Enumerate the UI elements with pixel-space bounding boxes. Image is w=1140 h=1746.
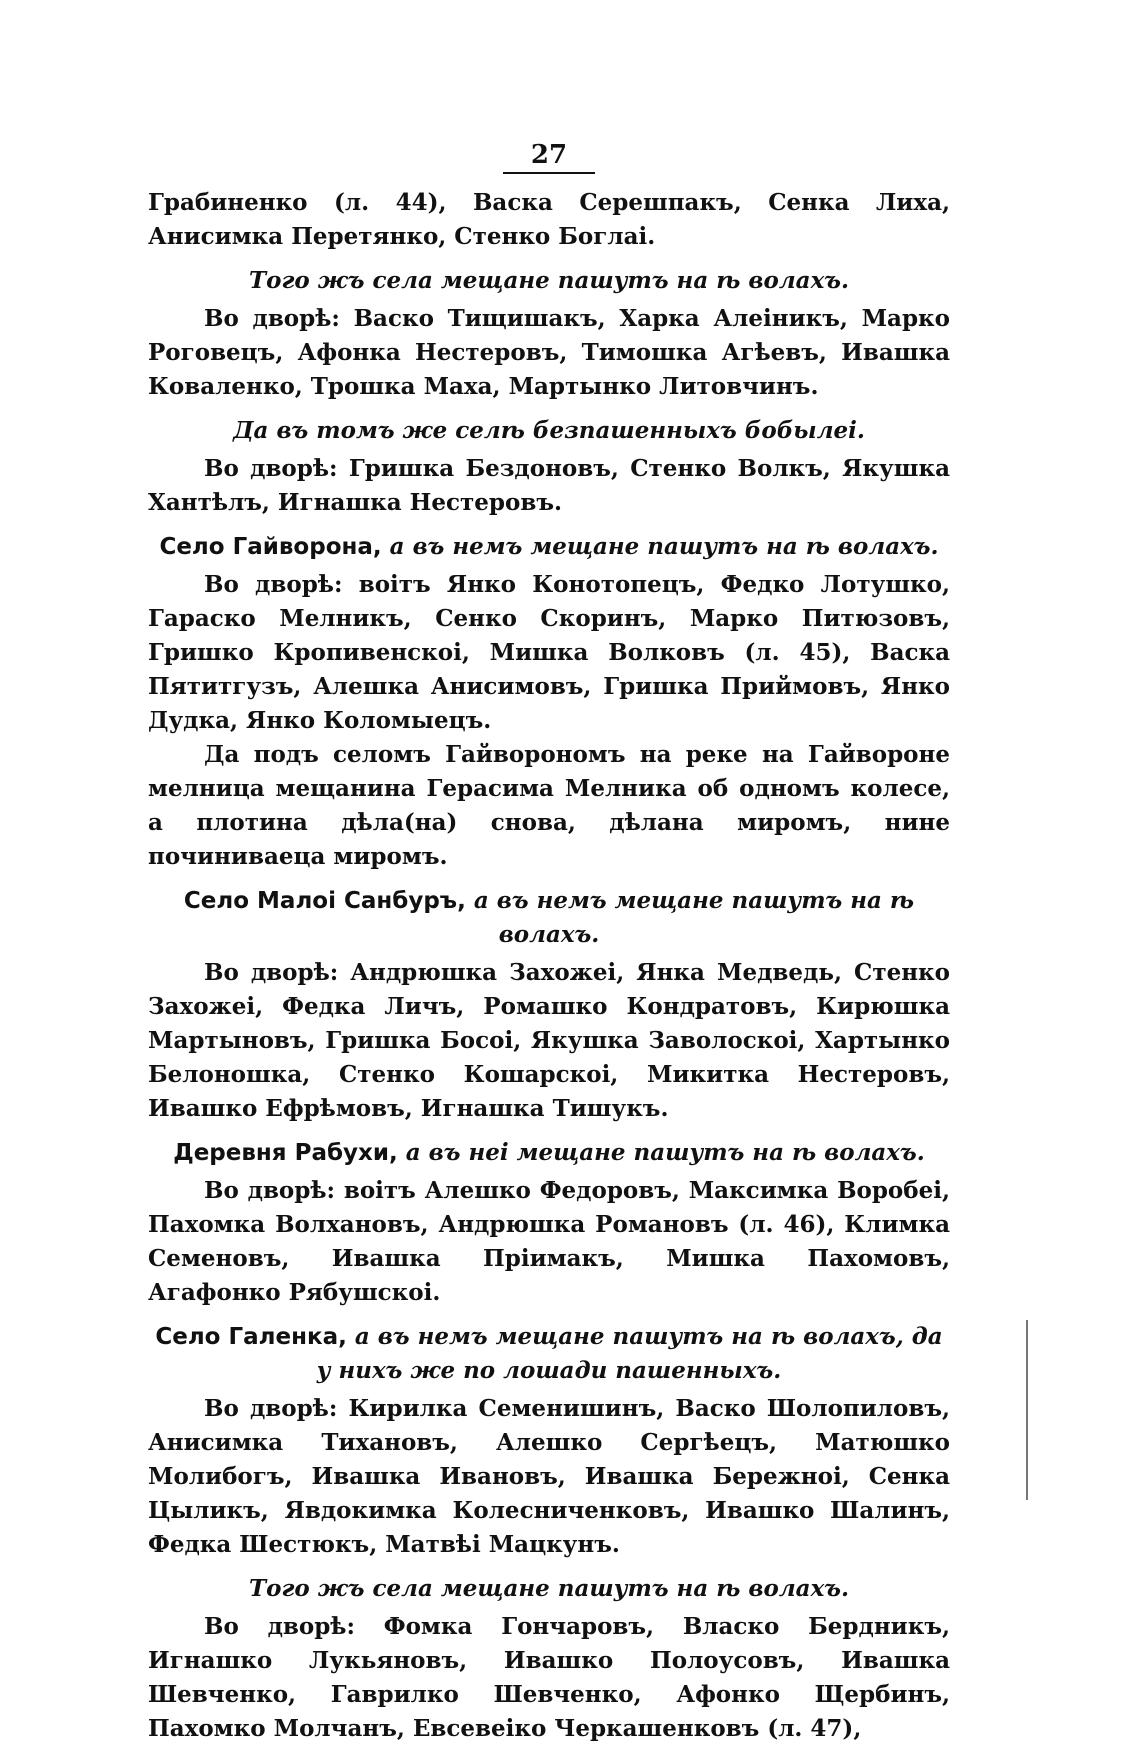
heading-place: Село Гайворона, [159,533,382,560]
heading-place: Село Малоi Санбуръ, [183,887,466,914]
paragraph: Во дворѣ: воiтъ Янко Конотопецъ, Федко Лотушко, Гараско Мелникъ, Сенко Скоринъ, Марко Питюзовъ, Гришко Кропивенскоi, Мишка Волковъ (л. 45), Васка Пятитгузъ, Алешка Анисимовъ, Гришка Приймовъ, Янко Дудка, Янко Коломыецъ. [148,570,950,734]
heading-note: а въ немъ мещане пашутъ на ѣ волахъ. [465,886,915,948]
paragraph: Во дворѣ: Васко Тищишакъ, Харка Алеiникъ, Марко Роговецъ, Афонка Нестеровъ, Тимошка Агѣевъ, Ивашка Коваленко, Трошка Маха, Мартынко Литовчинъ. [148,304,950,400]
paragraph: Во дворѣ: Гришка Бездоновъ, Стенко Волкъ, Якушка Хантѣлъ, Игнашка Нестеровъ. [148,454,950,516]
heading-note: а въ немъ мещане пашутъ на ѣ волахъ. [381,532,939,560]
heading-note: а въ неi мещане пашутъ на ѣ волахъ. [397,1138,925,1166]
paragraph: Во дворѣ: Фомка Гончаровъ, Власко Бердникъ, Игнашко Лукьяновъ, Ивашко Полоусовъ, Ивашка Шевченко, Гаврилко Шевченко, Афонко Щербинъ, Пахомко Молчанъ, Евсевеiко Черкашенковъ (л. 47), [148,1612,950,1742]
section-heading [148,1136,950,1170]
heading-place: Село Галенка, [155,1323,347,1350]
document-page [148,140,950,1746]
paragraph: Во дворѣ: воiтъ Алешко Федоровъ, Максимка Воробеi, Пахомка Волхановъ, Андрюшка Романовъ (л. 46), Климка Семеновъ, Ивашка Прiимакъ, Мишка Пахомовъ, Агафонко Рябушскоi. [148,1176,950,1306]
heading-place: Деревня Рабухи, [173,1139,398,1166]
page-number: 27 [148,140,950,174]
paragraph: Во дворѣ: Кирилка Семенишинъ, Васко Шолопиловъ, Анисимка Тихановъ, Алешко Сергѣецъ, Матюшко Молибогъ, Ивашка Ивановъ, Ивашка Бережноi, Сенка Цыликъ, Явдокимка Колесниченковъ, Ивашко Шалинъ, Федка Шестюкъ, Матвѣi Мацкунъ. [148,1394,950,1558]
section-heading [148,884,950,952]
paragraph: Грабиненко (л. 44), Васка Серешпакъ, Сенка Лиха, Анисимка Перетянко, Стенко Боглаi. [148,188,950,250]
paragraph: Да подъ селомъ Гайворономъ на реке на Гайвороне мелница мещанина Герасима Мелника об одномъ колесе, а плотина дѣла(на) снова, дѣлана миромъ, нине починиваеца миромъ. [148,740,950,870]
scan-margin-line [1026,1320,1028,1500]
heading-note: а въ немъ мещане пашутъ на ѣ волахъ, да у нихъ же по лошади пашенныхъ. [316,1322,943,1384]
section-subtitle: Того жъ села мещане пашутъ на ѣ волахъ. [248,266,850,294]
section-subtitle: Да въ томъ же селѣ безпашенныхъ бобылеi. [233,416,865,444]
section-subtitle: Того жъ села мещане пашутъ на ѣ волахъ. [248,1574,850,1602]
section-heading [148,1320,950,1388]
paragraph: Во дворѣ: Андрюшка Захожеi, Янка Медведь, Стенко Захожеi, Федка Личъ, Ромашко Кондратовъ, Кирюшка Мартыновъ, Гришка Босоi, Якушка Заволоскоi, Хартынко Белоношка, Стенко Кошарскоi, Микитка Нестеровъ, Ивашко Ефрѣмовъ, Игнашка Тишукъ. [148,958,950,1122]
section-heading [148,530,950,564]
